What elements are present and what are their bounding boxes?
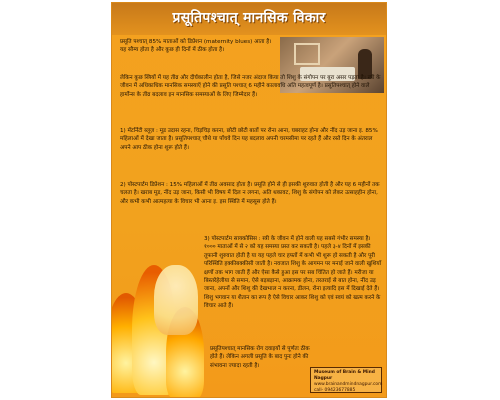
- footer-line-museum: Museum of Brain & Mind Nagpur: [314, 370, 375, 381]
- footer-box: [310, 367, 382, 393]
- section-conclusion: प्रसूतिपश्चात् मानसिक रोग दवाइयों से पूर्णतः ठीक होते हैं। लेकिन अगली प्रसूति के बाद पुनः होने की संभावना ज्यादा रहती है।: [210, 346, 310, 369]
- footer-line-website: www.brainandmindnagpur.com: [314, 382, 383, 387]
- section-maternity-blues: 1) मॅटर्निटी ब्लूज़ : मूड उदास रहना, चिड़चिड़ करना, छोटी छोटी बातों पर रोना आना, घबराहट होना और नींद उड़ जाना इ. 85% महिलाओं में देखा जाता है। प्रसूतिपश्चात् चौथे या पाँचवे दिन यह बदलाव अपनी चरमसीमा पर रहते हैं और रस्ते दिन के अंतराल अपने आप ठीक होना शुरू होते हैं।: [120, 128, 378, 151]
- poster-title: प्रसूतिपश्चात् मानसिक विकार: [172, 10, 326, 26]
- section-postpartum-psychosis: 3) पोस्टपार्टम सायकोसिस : स्त्री के जीवन में होने वाली यह सबसे गंभीर समस्या है। १००० माताओं में से २ को यह समस्या प्रस्त कर सकती है। पहले ३-४ दिनों में इसकी तूफानी शुरुवात होती है या यह पहले चार हफ्तों में कभी भी शुरू हो सकती है और पूरी परिस्थिति हक्कीबक्कीसी जाती है। नवजात शिशु के आगमन पर मनाई जाने वाली खुशियाँ क्षणों तक भाग जाती हैं और ऐसा कैसे हुआ इस पर सब चिंतित हो जाते हैं। मरीजा या बिस्तरेहेलीया से समान, ऐसे बड़बड़ाना, आक्रामक होना, तरतराई से बात होना, नींद उड़ जाना, अपनों और शिशु की देखभाल न करना, डीलन, रोना इत्यादि इस में दिखाई देते हैं। शिशु भगवान या शैतान का रूप है ऐसे विचार आकर शिशु को एवं स्वयं को खत्म करने के विचार आते हैं।: [204, 236, 382, 310]
- intro-top-paragraph: प्रसूति पश्चात् 85% माताओं को डिप्रेशन (maternity blues) आता है। यह सौम्य होता है और कुछ ही दिनों में ठीक होता है।: [120, 39, 272, 54]
- intro-bottom-paragraph: लेकिन कुछ स्त्रियों में यह तीव्र और दीर्घकालीन होता है, जिसे नजर अंदाज किया तो शिशु के संगोपन पर बुरा असर पड़ता है। स्त्री के जीवन में अधिकाधिक मानसिक समस्याएँ होने की प्रसूति पश्चात् 6 महीने कालावधि अति महत्वपूर्ण है। प्रसूतिपश्चात् होने वाले हार्मोन्स के तीव्र बदलाव इन मानसिक समस्याओं के लिए जिम्मेदार हैं।: [120, 75, 381, 98]
- poster: [111, 2, 387, 398]
- woman-silhouette-illustration: [154, 265, 198, 335]
- window-shape: [294, 43, 320, 65]
- footer-line-phone: call- 09423677885: [314, 388, 356, 393]
- section-postpartum-depression: 2) पोस्टपार्टम डिप्रेशन : 15% महिलाओं में तीव्र अवसाद होता है। प्रसूति होने से ही इसकी शुरुवात होती है और यह 6 महीनों तक चलता है। खराब मूड, नींद उड़ जाना, किसी भी विषय में दिल न लगना, अति थकावट, शिशु के संगोपन को लेकर उत्साहहीन होना, और कभी कभी आत्महत्या के विचार भी आना इ. इस स्थिति में महसूस होते हैं।: [120, 182, 380, 205]
